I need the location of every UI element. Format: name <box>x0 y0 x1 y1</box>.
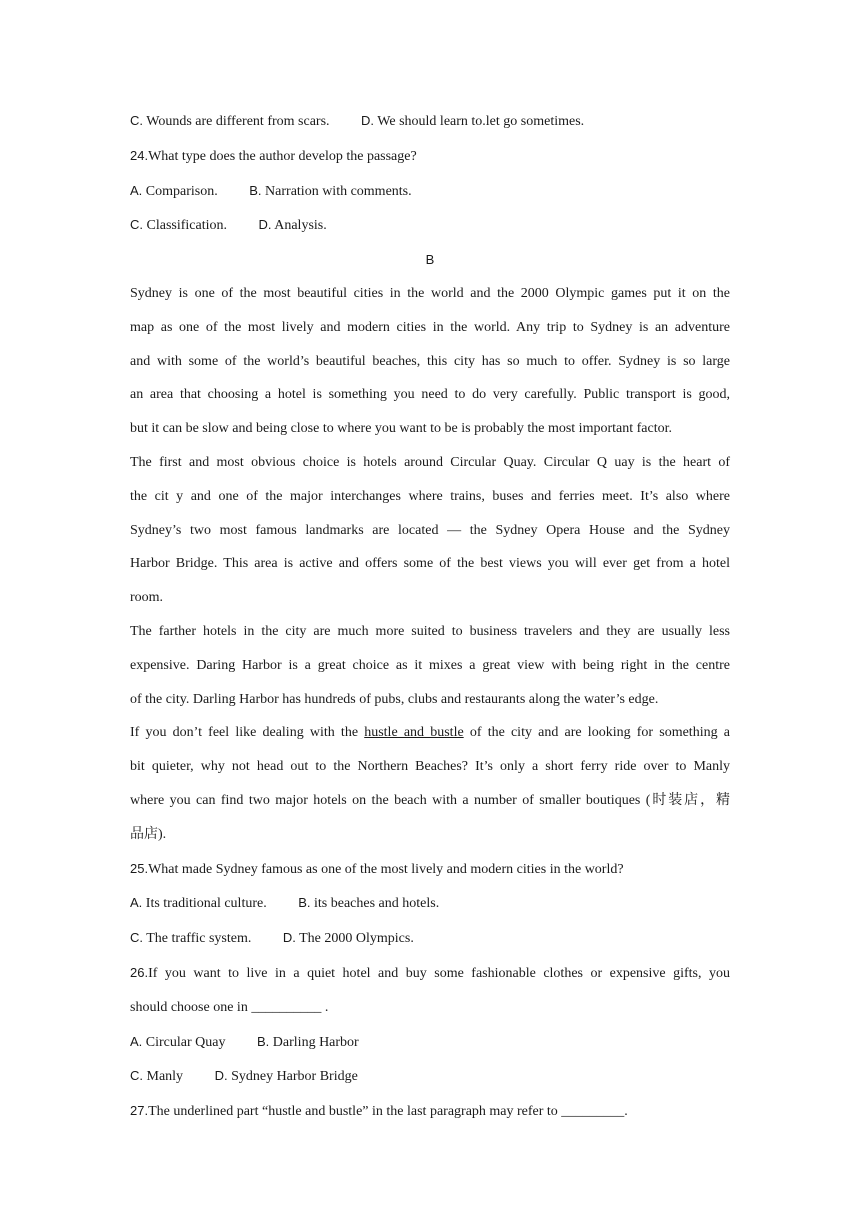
q26-options-ab <box>130 1025 730 1060</box>
question-27 <box>130 1094 730 1129</box>
passage-paragraph-1 <box>130 277 730 446</box>
q24-options-cd <box>130 208 730 243</box>
option-text: The traffic system. <box>146 931 252 947</box>
exam-page <box>130 104 730 1129</box>
option-text: Classification. <box>146 218 227 234</box>
question-text: What type does the author develop the passage? <box>148 148 417 164</box>
underlined-phrase: hustle and bustle <box>364 725 464 741</box>
passage-line: the cit y and one of the major interchanges where trains, buses and ferries meet. It’s also where <box>130 488 730 504</box>
passage-line: expensive. Daring Harbor is a great choice as it mixes a great view with being right in the centre <box>130 657 730 673</box>
option-text: Darling Harbor <box>272 1034 359 1050</box>
section-label: B <box>425 252 435 268</box>
q24-options-ab <box>130 174 730 209</box>
option-letter: A. <box>130 1033 143 1049</box>
passage-line: The first and most obvious choice is hotels around Circular Quay. Circular Q uay is the heart of <box>130 454 730 470</box>
question-25 <box>130 852 730 887</box>
option-letter: B. <box>298 895 311 911</box>
passage-line: Sydney is one of the most beautiful cities in the world and the 2000 Olympic games put it on the <box>130 285 730 301</box>
option-text: The 2000 Olympics. <box>299 931 414 947</box>
question-26-continued: should choose one in __________ . <box>130 999 329 1015</box>
question-number: 25. <box>130 860 149 876</box>
option-text: Sydney Harbor Bridge <box>231 1069 358 1085</box>
option-text: Manly <box>146 1069 184 1085</box>
question-number: 26. <box>130 964 149 980</box>
question-text: What made Sydney famous as one of the most lively and modern cities in the world? <box>148 861 624 877</box>
option-text: Analysis. <box>274 218 327 234</box>
option-letter: C. <box>130 1068 143 1084</box>
option-letter: A. <box>130 182 143 198</box>
passage-line: but it can be slow and being close to where you want to be is probably the most important factor. <box>130 421 672 437</box>
q23-options-cd <box>130 104 730 139</box>
option-text: Its traditional culture. <box>145 896 267 912</box>
passage-line: Harbor Bridge. This area is active and offers some of the best views you will ever get from a hotel <box>130 556 730 572</box>
passage-line: of the city. Darling Harbor has hundreds of pubs, clubs and restaurants along the water’s edge. <box>130 691 659 707</box>
option-letter: C. <box>130 930 143 946</box>
passage-line: where you can find two major hotels on the beach with a number of smaller boutiques (时装店，精 <box>130 792 730 808</box>
q26-options-cd <box>130 1059 730 1094</box>
q25-options-cd <box>130 921 730 956</box>
passage-line: If you don’t feel like dealing with the hustle and bustle of the city and are looking for something a <box>130 725 730 741</box>
passage-line: Sydney’s two most famous landmarks are located — the Sydney Opera House and the Sydney <box>130 522 730 538</box>
option-letter: D. <box>282 930 296 946</box>
option-text: Narration with comments. <box>265 183 412 199</box>
passage-paragraph-2 <box>130 446 730 615</box>
question-26 <box>130 956 730 991</box>
passage-line: and with some of the world’s beautiful beaches, this city has so much to offer. Sydney is so large <box>130 353 730 369</box>
q25-options-ab <box>130 886 730 921</box>
option-letter: B. <box>257 1033 270 1049</box>
passage-line: room. <box>130 590 164 606</box>
option-letter: B. <box>249 182 262 198</box>
question-text: If you want to live in a quiet hotel and buy some fashionable clothes or expensive gifts, you <box>148 965 730 981</box>
passage-line: The farther hotels in the city are much more suited to business travelers and they are usually less <box>130 623 730 639</box>
option-letter: D. <box>258 217 272 233</box>
question-number: 24. <box>130 147 149 163</box>
option-text: Circular Quay <box>145 1034 226 1050</box>
option-letter: C. <box>130 217 143 233</box>
option-letter: C. <box>130 113 143 128</box>
passage-line: map as one of the most lively and modern cities in the world. Any trip to Sydney is an adventure <box>130 319 730 335</box>
option-letter: A. <box>130 895 143 911</box>
passage-paragraph-3 <box>130 615 730 716</box>
passage-line: bit quieter, why not head out to the Northern Beaches? It’s only a short ferry ride over to Manly <box>130 759 730 775</box>
passage-line: an area that choosing a hotel is something you need to do very carefully. Public transport is good, <box>130 387 730 403</box>
option-text: Wounds are different from scars. <box>146 114 330 129</box>
option-text: its beaches and hotels. <box>314 896 440 912</box>
option-text: Comparison. <box>145 183 218 199</box>
option-letter: D. <box>214 1068 228 1084</box>
passage-line: 品店). <box>130 826 167 842</box>
option-text: We should learn to.let go sometimes. <box>377 114 585 129</box>
option-letter: D. <box>361 113 375 128</box>
question-number: 27. <box>130 1103 149 1119</box>
question-24 <box>130 139 730 174</box>
passage-paragraph-4 <box>130 716 730 851</box>
question-text: The underlined part “hustle and bustle” in the last paragraph may refer to _________. <box>148 1104 628 1120</box>
